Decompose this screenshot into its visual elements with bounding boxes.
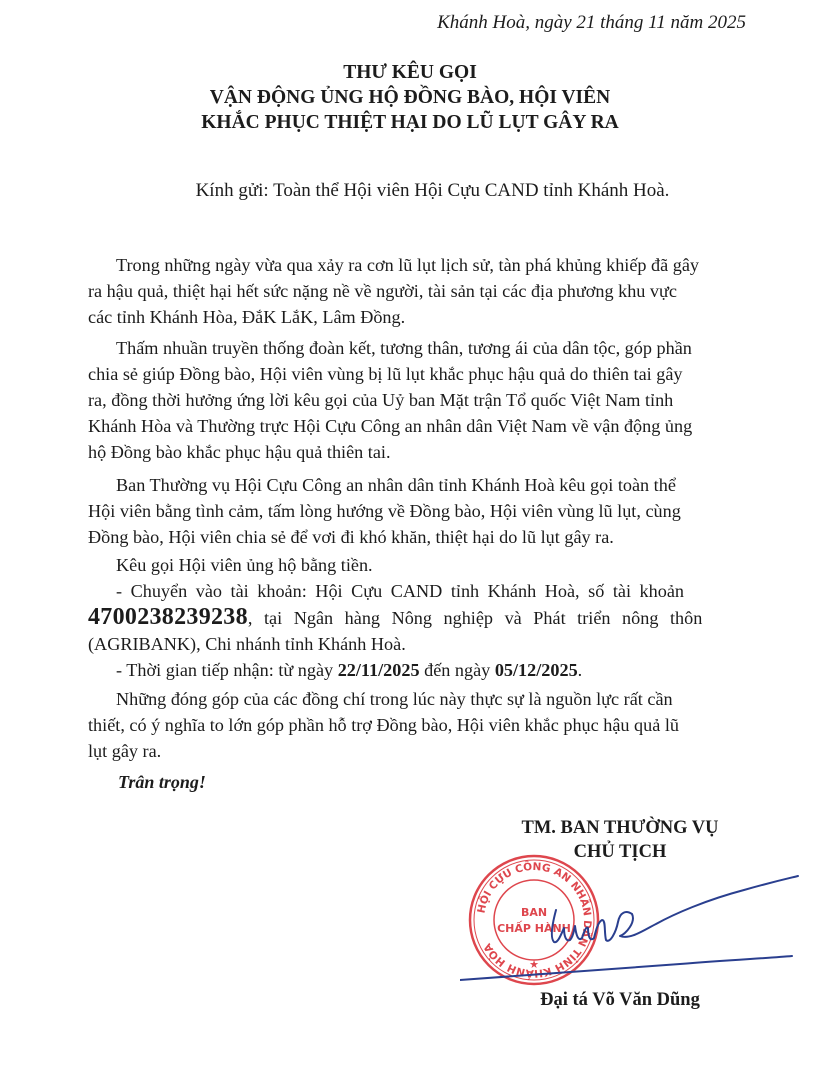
paragraph-5 <box>88 686 752 764</box>
paragraph-1 <box>88 252 752 330</box>
text-line: ra hậu quả, thiệt hại hết sức nặng nề về người, tài sản tại các địa phương khu vực <box>88 281 677 301</box>
star-icon: ★ <box>529 959 539 971</box>
branch-line: (AGRIBANK), Chi nhánh tỉnh Khánh Hoà. <box>88 634 406 654</box>
paragraph-2 <box>88 335 752 465</box>
text-line: các tỉnh Khánh Hòa, ĐắK LắK, Lâm Đồng. <box>88 307 406 327</box>
text-line: Khánh Hòa và Thường trực Hội Cựu Công an nhân dân Việt Nam về vận động ủng <box>88 416 693 436</box>
closing-greeting: Trân trọng! <box>118 772 206 792</box>
text-line: Đồng bào, Hội viên chia sẻ để vơi đi khó khăn, thiệt hại do lũ lụt gây ra. <box>88 527 614 547</box>
text-line: Ban Thường vụ Hội Cựu Công an nhân dân tỉnh Khánh Hoà kêu gọi toàn thể <box>116 475 676 495</box>
text-line: Trong những ngày vừa qua xảy ra cơn lũ lụt lịch sử, tàn phá khủng khiếp đã gây <box>116 255 700 275</box>
start-date: 22/11/2025 <box>337 660 420 680</box>
text-line: chia sẻ giúp Đồng bào, Hội viên vùng bị lũ lụt khắc phục hậu quả do thiên tai gây <box>88 364 683 384</box>
period-mid: đến ngày <box>419 660 495 680</box>
text-line: Thấm nhuần truyền thống đoàn kết, tương thân, tương ái của dân tộc, góp phần <box>116 338 692 358</box>
text-line: thiết, có ý nghĩa to lớn góp phần hỗ trợ Đồng bào, Hội viên khắc phục hậu quả lũ <box>88 715 680 735</box>
text-line: ra, đồng thời hưởng ứng lời kêu gọi của Uỷ ban Mặt trận Tổ quốc Việt Nam tỉnh <box>88 390 674 410</box>
recipient-line: Kính gửi: Toàn thể Hội viên Hội Cựu CAND tỉnh Khánh Hoà. <box>195 180 670 201</box>
stamp-center-line-2: CHẤP HÀNH <box>497 922 571 935</box>
transfer-line: - Chuyển vào tài khoản: Hội Cựu CAND tỉnh Khánh Hoà, số tài khoản <box>116 581 685 601</box>
period-prefix: - Thời gian tiếp nhận: từ ngày <box>116 660 338 680</box>
document-title: THƯ KÊU GỌI <box>343 62 477 83</box>
signature-on-behalf: TM. BAN THƯỜNG VỤ <box>521 818 719 838</box>
text-line: lụt gây ra. <box>88 741 162 761</box>
donation-instructions <box>88 552 752 683</box>
signature-position: CHỦ TỊCH <box>573 842 667 862</box>
paragraph-3 <box>88 472 752 550</box>
period-end: . <box>577 660 583 680</box>
text-line: hộ Đồng bào khắc phục hậu quả thiên tai. <box>88 442 391 462</box>
place-date: Khánh Hoà, ngày 21 tháng 11 năm 2025 <box>437 12 746 33</box>
text-line: Những đóng góp của các đồng chí trong lúc này thực sự là nguồn lực rất cần <box>116 689 673 709</box>
stamp-center-line-1: BAN <box>520 906 548 919</box>
document-subtitle-line-2: KHẮC PHỤC THIỆT HẠI DO LŨ LỤT GÂY RA <box>201 112 619 133</box>
stamp-ring-text: HỘI CỰU CÔNG AN NHÂN DÂN TỈNH KHÁNH HÒA <box>475 860 594 980</box>
text-line: Hội viên bằng tình cảm, tấm lòng hướng về Đồng bào, Hội viên vùng lũ lụt, cùng <box>88 501 681 521</box>
account-number: 4700238239238 <box>88 604 248 630</box>
receiving-period <box>88 657 752 683</box>
handwritten-signature <box>460 870 820 990</box>
bank-line: , tại Ngân hàng Nông nghiệp và Phát triển nông thôn <box>247 608 703 628</box>
donation-intro: Kêu gọi Hội viên ủng hộ bằng tiền. <box>116 555 373 575</box>
document-subtitle-line-1: VẬN ĐỘNG ỦNG HỘ ĐỒNG BÀO, HỘI VIÊN <box>209 87 611 108</box>
end-date: 05/12/2025 <box>494 660 578 680</box>
signer-name: Đại tá Võ Văn Dũng <box>540 990 700 1010</box>
